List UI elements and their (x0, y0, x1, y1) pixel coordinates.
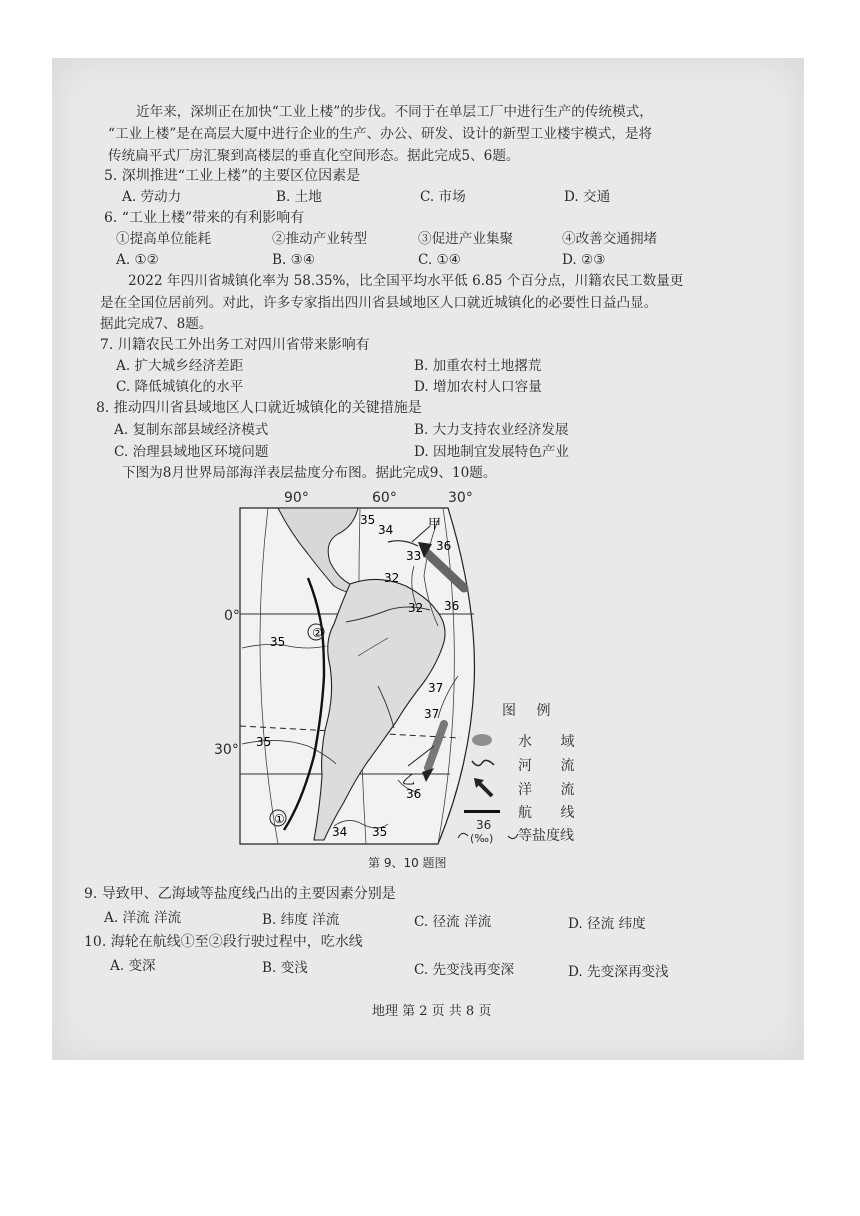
q5-option-a: A. 劳动力 (122, 189, 182, 205)
map-intro: 下图为8月世界局部海洋表层盐度分布图。据此完成9、10题。 (122, 465, 497, 481)
passage2-line2: 是在全国位居前列。对此，许多专家指出四川省县域地区人口就近城镇化的必要性日益凸显。 (100, 295, 658, 311)
q6-statement-3: ③促进产业集聚 (418, 231, 514, 247)
q6-option-d: D. ②③ (562, 252, 606, 268)
q7-stem: 7. 川籍农民工外出务工对四川省带来影响有 (100, 337, 370, 353)
figure-caption: 第 9、10 题图 (368, 856, 447, 870)
iso-label-36b: 36 (444, 599, 460, 613)
q8-option-a: A. 复制东部县域经济模式 (114, 422, 269, 438)
legend-current: 洋 流 (518, 782, 587, 798)
legend-isohaline: 等盐度线 (518, 828, 574, 844)
legend-river: 河 流 (518, 758, 587, 774)
legend-route: 航 线 (518, 805, 587, 821)
q9-option-b: B. 纬度 洋流 (262, 912, 340, 928)
q8-option-d: D. 因地制宜发展特色产业 (414, 444, 569, 460)
iso-label-37a: 37 (428, 681, 444, 695)
passage2-line1: 2022 年四川省城镇化率为 58.35%，比全国平均水平低 6.85 个百分点，川籍农民工数量更 (128, 273, 684, 289)
q6-stem: 6. “工业上楼”带来的有利影响有 (104, 210, 305, 226)
q6-option-b: B. ③④ (272, 252, 316, 268)
q6-statement-4: ④改善交通拥堵 (562, 231, 658, 247)
q10-stem: 10. 海轮在航线①至②段行驶过程中，吃水线 (84, 934, 363, 950)
q8-option-b: B. 大力支持农业经济发展 (414, 422, 569, 438)
q9-option-c: C. 径流 洋流 (414, 914, 492, 930)
q5-option-c: C. 市场 (420, 189, 466, 205)
iso-label-32a: 32 (384, 571, 400, 585)
q6-statement-1: ①提高单位能耗 (116, 231, 212, 247)
q9-option-a: A. 洋流 洋流 (104, 910, 182, 926)
latitude-30-label: 30° (214, 742, 239, 758)
q9-stem: 9. 导致甲、乙海域等盐度线凸出的主要因素分别是 (84, 886, 396, 902)
q5-stem: 5. 深圳推进“工业上楼”的主要区位因素是 (104, 168, 361, 184)
q10-option-b: B. 变浅 (262, 960, 308, 976)
iso-label-37b: 37 (424, 707, 440, 721)
passage1-line2: “工业上楼”是在高层大厦中进行企业的生产、办公、研发、设计的新型工业楼宇模式，是将 (108, 126, 653, 142)
iso-label-35b: 35 (270, 635, 286, 649)
iso-label-34b: 34 (332, 825, 348, 839)
passage1-line1: 近年来，深圳正在加快“工业上楼”的步伐。不同于在单层工厂中进行生产的传统模式， (136, 104, 653, 120)
iso-label-33: 33 (406, 549, 422, 563)
q6-option-c: C. ①④ (418, 252, 461, 268)
q5-option-d: D. 交通 (564, 189, 611, 205)
q8-option-c: C. 治理县域地区环境问题 (114, 444, 269, 460)
legend-iso-value: 36 (476, 818, 492, 832)
q7-option-c: C. 降低城镇化的水平 (116, 379, 244, 395)
q7-option-a: A. 扩大城乡经济差距 (116, 358, 244, 374)
q6-statement-2: ②推动产业转型 (272, 231, 368, 247)
q6-option-a: A. ①② (116, 252, 159, 268)
page-footer: 地理 第 2 页 共 8 页 (372, 1004, 492, 1019)
iso-label-35c: 35 (256, 735, 272, 749)
q5-option-b: B. 土地 (276, 189, 322, 205)
route-label-1: ① (274, 812, 285, 826)
route-label-2: ② (312, 626, 323, 640)
passage2-line3: 据此完成7、8题。 (100, 316, 213, 332)
q10-option-a: A. 变深 (110, 958, 156, 974)
legend-iso-unit: (‰) (470, 832, 494, 845)
label-jia: 甲 (428, 517, 442, 532)
latitude-0-label: 0° (224, 608, 240, 624)
iso-label-34a: 34 (378, 523, 394, 537)
legend-title: 图 例 (502, 703, 559, 719)
q10-option-c: C. 先变浅再变深 (414, 962, 515, 978)
iso-label-35a: 35 (360, 513, 376, 527)
iso-label-36c: 36 (406, 787, 422, 801)
iso-label-32b: 32 (408, 601, 424, 615)
longitude-60-label: 60° (372, 490, 397, 506)
iso-label-35d: 35 (372, 825, 388, 839)
salinity-map (238, 506, 488, 846)
q7-option-b: B. 加重农村土地撂荒 (414, 358, 542, 374)
q9-option-d: D. 径流 纬度 (568, 916, 646, 932)
label-yi: 乙 (402, 773, 416, 788)
longitude-90-label: 90° (284, 490, 309, 506)
iso-label-36a: 36 (436, 539, 452, 553)
legend-water: 水 域 (518, 734, 587, 750)
longitude-30-label: 30° (448, 490, 473, 506)
q8-stem: 8. 推动四川省县域地区人口就近城镇化的关键措施是 (96, 400, 422, 416)
q7-option-d: D. 增加农村人口容量 (414, 379, 542, 395)
passage1-line3: 传统扁平式厂房汇聚到高楼层的垂直化空间形态。据此完成5、6题。 (108, 148, 520, 164)
q10-option-d: D. 先变深再变浅 (568, 964, 669, 980)
